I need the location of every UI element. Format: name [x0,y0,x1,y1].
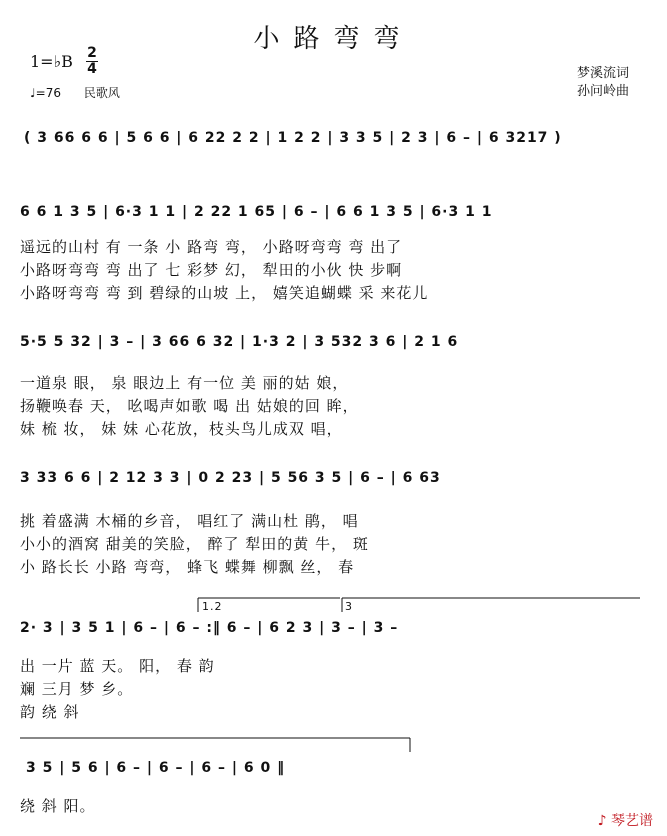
system-2-notes: 6 6 1 3 5 | 6·3 1 1 | 2 22 1 65 | 6 – | 6 6 1 3 5 | 6·3 1 1 [20,204,493,220]
system-3-lyric-1: 一道泉 眼， 泉 眼边上 有一位 美 丽的姑 娘， [20,374,349,392]
system-4-lyric-3: 小 路长长 小路 弯弯， 蜂飞 蝶舞 柳飘 丝， 春 [20,558,355,576]
system-4-notes: 3 33 6 6 | 2 12 3 3 | 0 2 23 | 5 56 3 5 | 6 – | 6 63 [20,470,441,486]
system-5-lyric-1: 出 一片 蓝 天。 阳， 春 韵 [20,657,215,675]
system-5-notes: 2· 3 | 3 5 1 | 6 – | 6 – :‖ 6 – | 6 2 3 | 3 – | 3 – [20,620,399,636]
tempo: ♩=76 [30,86,61,100]
composer: 孙问岭曲 [576,84,629,99]
watermark-logo [598,810,653,830]
system-1-notes: ( 3 66 6 6 | 5 6 6 | 6 22 2 2 | 1 2 2 | 3 3 5 | 2 3 | 6 – | 6 3217 ) [24,130,562,146]
system-5-lyric-3: 韵 绕 斜 [20,703,80,721]
system-6-notes: 3 5 | 5 6 | 6 – | 6 – | 6 – | 6 0 ‖ [26,760,286,776]
time-bottom: 4 [87,61,97,77]
style: 民歌风 [83,86,120,100]
watermark-icon: ♪ [597,813,607,829]
system-5-lyric-2: 斓 三月 梦 乡。 [20,680,134,698]
system-3-notes: 5·5 5 32 | 3 – | 3 66 6 32 | 1·3 2 | 3 532 3 6 | 2 1 6 [20,334,459,350]
key-signature: 1=♭B [30,52,73,71]
system-2-lyric-1: 遥远的山村 有 一条 小 路弯 弯， 小路呀弯弯 弯 出了 [20,238,403,256]
system-2-lyric-2: 小路呀弯弯 弯 出了 七 彩梦 幻， 犁田的小伙 快 步啊 [20,261,403,279]
lyricist: 梦溪流词 [576,66,629,81]
system-3-lyric-3: 妹 梳 妆， 妹 妹 心花放，枝头鸟儿成双 唱， [20,420,343,438]
system-4-lyric-2: 小小的酒窝 甜美的笑脸， 醉了 犁田的黄 牛， 斑 [20,535,369,553]
time-top: 2 [87,45,97,61]
ending-1-label: 1.2 [202,600,223,613]
system-2-lyric-3: 小路呀弯弯 弯 到 碧绿的山坡 上， 嬉笑追蝴蝶 采 来花儿 [20,284,429,302]
system-6-lyric-1: 绕 斜 阳。 [20,797,96,815]
watermark-text: 琴艺谱 [611,813,653,829]
system-4-lyric-1: 挑 着盛满 木桶的乡音， 唱红了 满山杜 鹃， 唱 [20,512,359,530]
page-title: 小路弯弯 [253,24,414,54]
ending-2-label: 3 [345,600,353,613]
system-3-lyric-2: 扬鞭唤春 天， 吆喝声如歌 喝 出 姑娘的回 眸， [20,397,359,415]
